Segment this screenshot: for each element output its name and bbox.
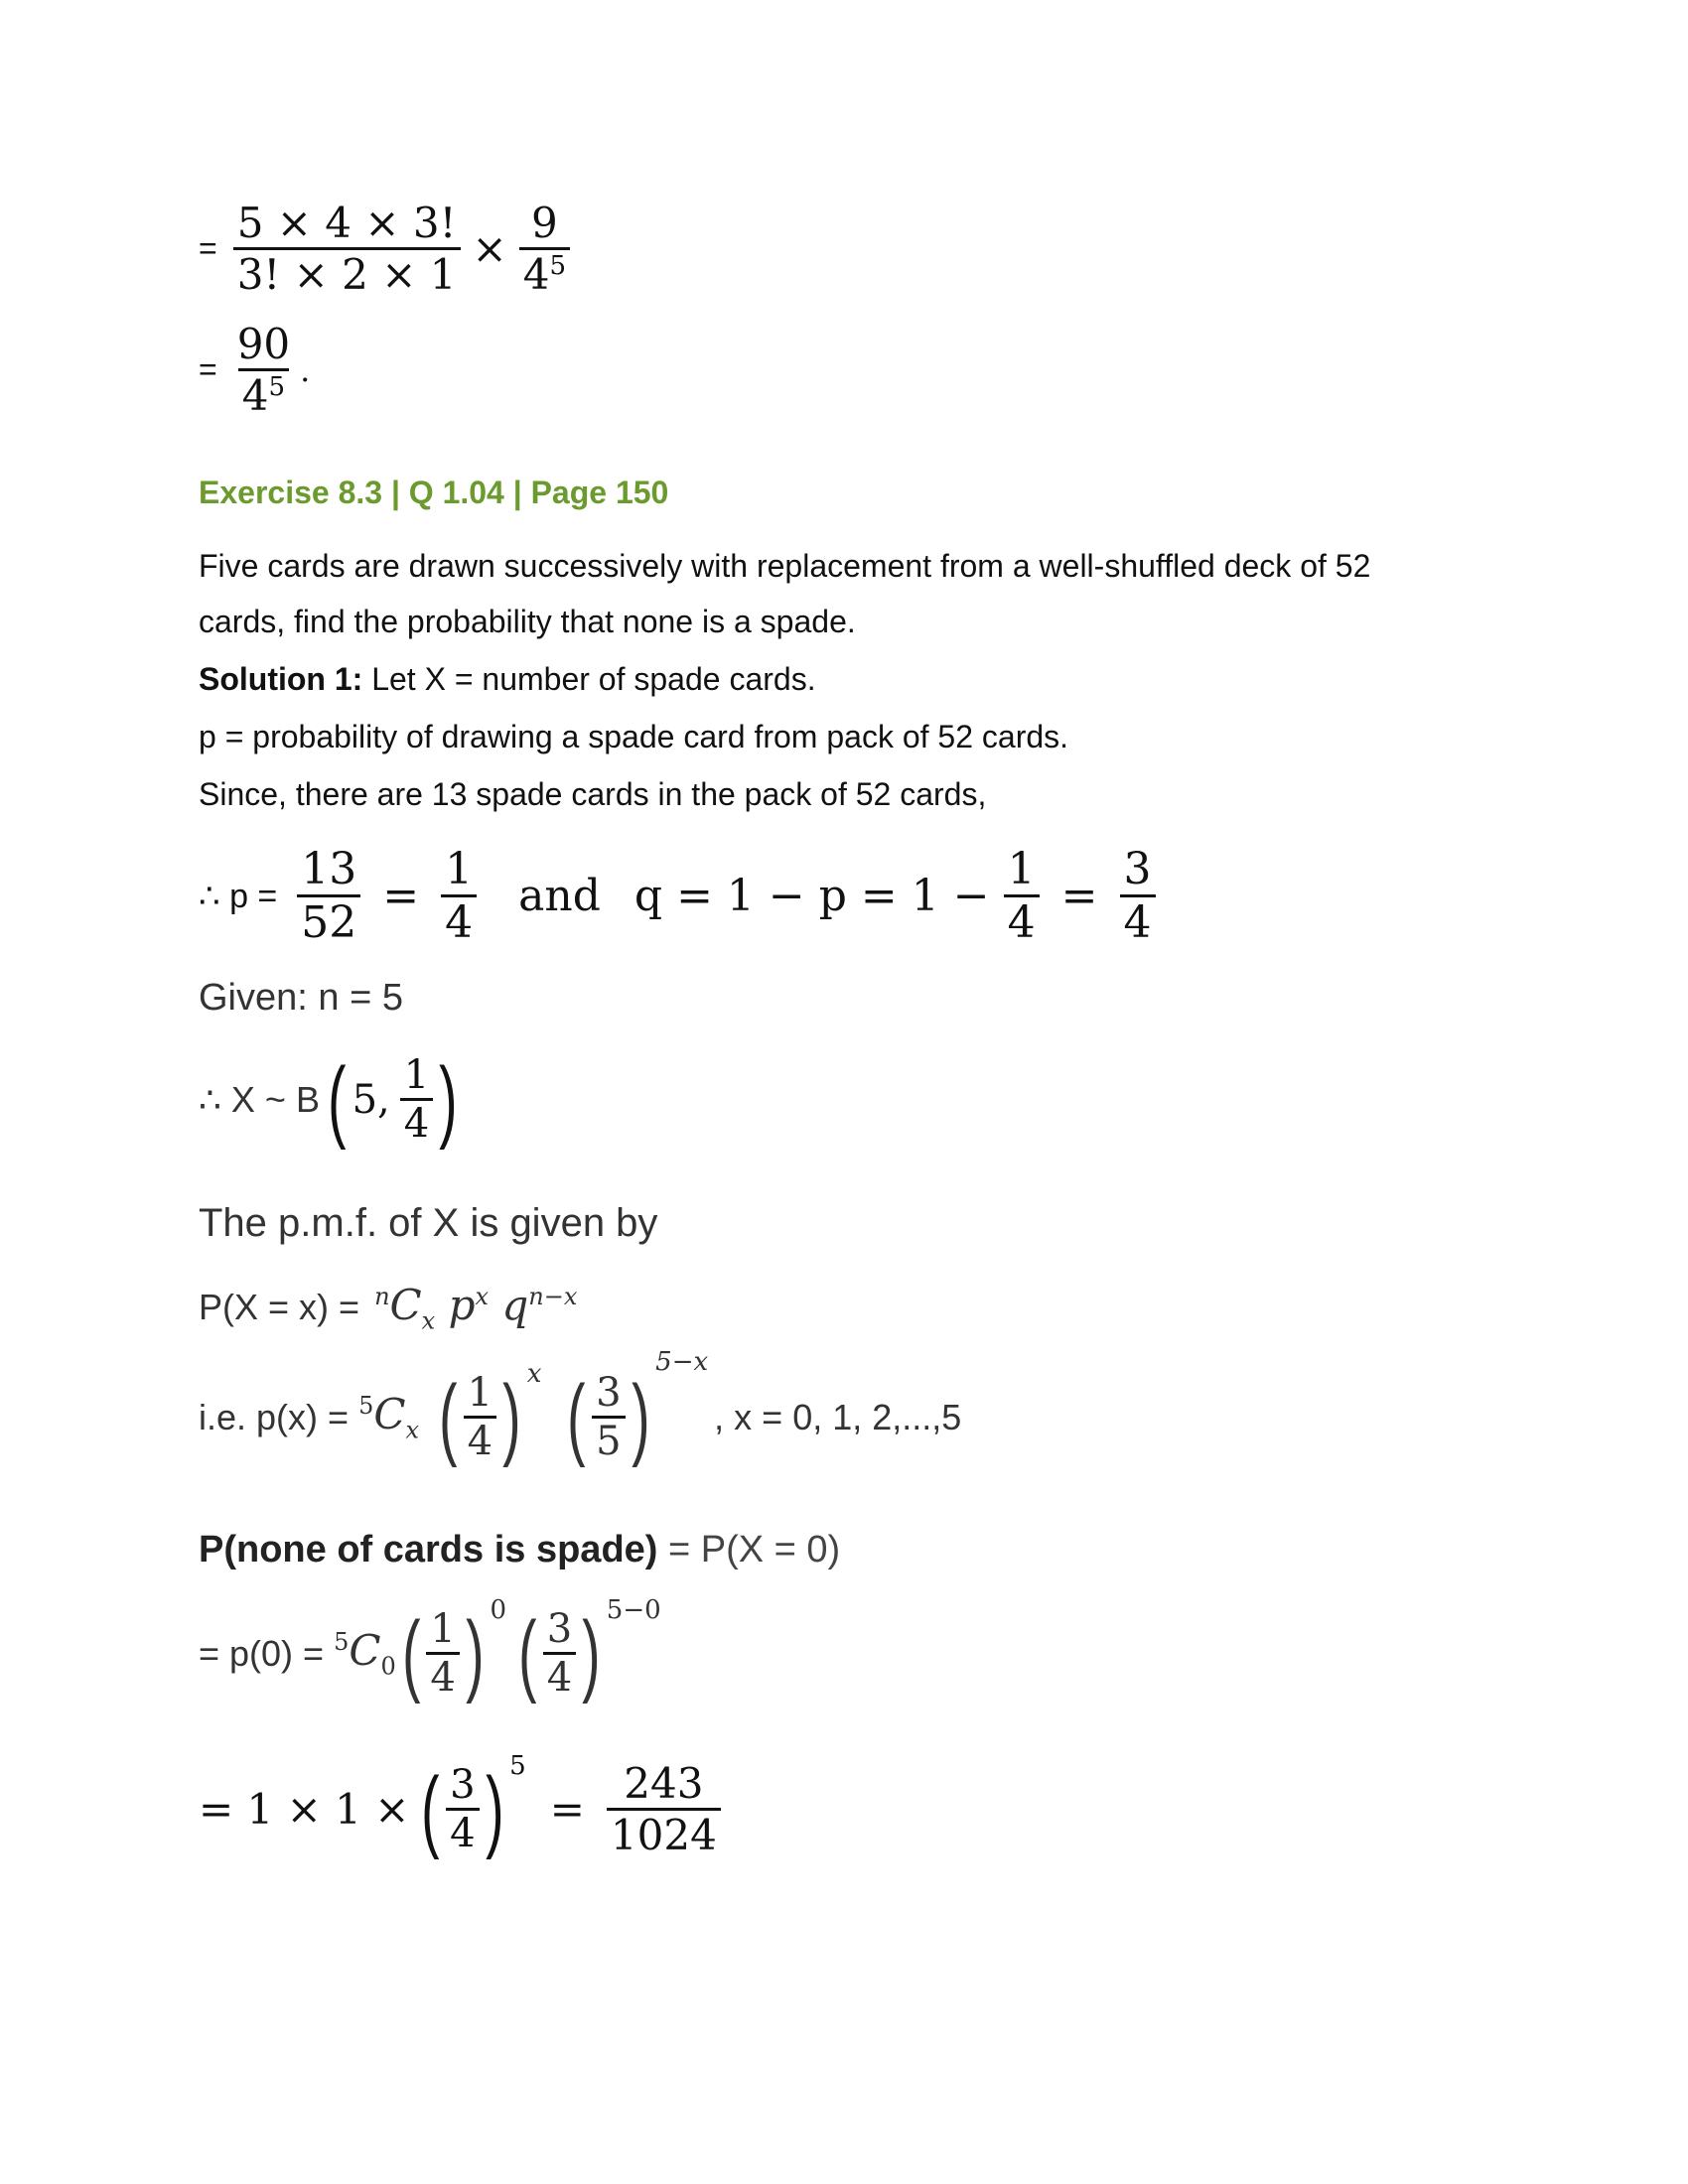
times-sign: × [472, 224, 507, 273]
left-paren: ( [439, 1366, 458, 1468]
exponent: 5 [509, 1750, 526, 1781]
pmf-rhs [368, 1281, 578, 1335]
exponent: 5−x [655, 1346, 709, 1377]
numerator: 1 [467, 1370, 493, 1416]
numerator: 243 [624, 1759, 704, 1808]
fraction [1004, 844, 1040, 948]
denominator: 4 [1120, 894, 1156, 948]
right-paren: ) [582, 1602, 601, 1705]
none-rest: = P(X = 0) [657, 1529, 841, 1570]
x-values: , x = 0, 1, 2,...,5 [714, 1396, 962, 1437]
combination [358, 1390, 433, 1443]
since-text: Since, there are 13 spade cards in the pack of 52 cards, [199, 776, 987, 812]
p0-formula [199, 1594, 661, 1705]
denominator: 5 [592, 1416, 625, 1464]
right-paren: ) [502, 1366, 521, 1468]
exponent: 5−0 [606, 1594, 661, 1625]
and-word: and [518, 871, 601, 921]
denominator: 1024 [607, 1808, 721, 1859]
fraction [543, 1606, 576, 1701]
question-line-2: cards, find the probability that none is a spade. [199, 604, 856, 639]
five-superscript: 5 [334, 1628, 350, 1657]
pq-prefix: ∴ p = [199, 877, 278, 915]
fraction [519, 199, 570, 299]
question-text [199, 538, 1370, 649]
right-paren: ) [631, 1366, 650, 1468]
equals-sign: = [199, 351, 217, 387]
equals-sign: = [1060, 871, 1098, 921]
exponent: x [526, 1358, 542, 1389]
fraction [441, 844, 477, 948]
equals-sign: = [382, 871, 420, 921]
zero-subscript: 0 [380, 1652, 396, 1681]
fraction [426, 1606, 459, 1701]
pmf-lhs: P(X = x) = [199, 1287, 360, 1327]
left-paren: ( [518, 1602, 537, 1705]
fraction [464, 1370, 496, 1464]
equals-sign: = [549, 1785, 585, 1834]
pmf-formula [199, 1281, 577, 1334]
equals-sign: = [199, 230, 217, 266]
fraction [233, 320, 294, 420]
distribution [199, 1048, 464, 1151]
fraction [400, 1052, 433, 1147]
numerator: 1 [445, 844, 474, 894]
c-symbol: C [389, 1281, 422, 1329]
q-symbol: q [501, 1281, 529, 1329]
dist-prefix: ∴ X ~ B [199, 1078, 320, 1120]
denominator: 4 [426, 1652, 459, 1701]
fraction [1120, 844, 1156, 948]
solution-text: Let X = number of spade cards. [362, 661, 816, 697]
dist-five: 5, [352, 1076, 390, 1123]
n-superscript: n [374, 1283, 390, 1310]
n-minus-x-superscript: n−x [528, 1283, 578, 1310]
pmf-text: The p.m.f. of X is given by [199, 1201, 658, 1245]
right-paren: ) [439, 1048, 458, 1151]
final-result [199, 1750, 721, 1860]
none-label: P(none of cards is spade) [199, 1529, 658, 1570]
five-superscript: 5 [358, 1392, 374, 1421]
exponent: 5 [549, 251, 566, 281]
ie-formula [199, 1346, 962, 1468]
period: . [300, 350, 311, 389]
x-superscript: x [475, 1283, 490, 1310]
solution-line [199, 651, 816, 707]
none-line [199, 1529, 840, 1571]
q-expression: q = 1 − p = 1 − [633, 871, 990, 921]
pq-equation [199, 844, 1156, 948]
exponent: 0 [490, 1594, 507, 1625]
exponent: 5 [268, 372, 286, 402]
p-definition: p = probability of drawing a spade card from pack of 52 cards. [199, 719, 1069, 754]
numerator: 3 [1123, 844, 1152, 894]
given-text: Given: n = 5 [199, 977, 403, 1019]
numerator: 1 [430, 1606, 456, 1652]
left-paren: ( [421, 1758, 440, 1860]
base: 4 [241, 371, 269, 420]
denominator: 52 [297, 894, 360, 948]
denominator: 4 [464, 1416, 496, 1464]
equation-line-2 [199, 320, 310, 420]
denominator: 4 [1004, 894, 1040, 948]
left-paren: ( [567, 1366, 586, 1468]
numerator: 3 [450, 1762, 476, 1808]
denominator: 4 [543, 1652, 576, 1701]
fraction [297, 844, 360, 948]
right-paren: ) [485, 1758, 504, 1860]
denominator: 3! × 2 × 1 [233, 247, 461, 299]
question-line-1: Five cards are drawn successively with replacement from a well-shuffled deck of 52 [199, 548, 1371, 584]
solution-label: Solution 1: [199, 661, 363, 697]
exercise-heading: Exercise 8.3 | Q 1.04 | Page 150 [199, 475, 669, 510]
denominator: 4 [446, 1808, 479, 1856]
c-symbol: C [349, 1626, 381, 1676]
final-lhs: = 1 × 1 × [199, 1785, 410, 1834]
equation-line-1 [199, 199, 570, 299]
p0-lhs: = p(0) = [199, 1632, 325, 1674]
p-symbol: p [448, 1281, 476, 1329]
c-symbol: C [373, 1390, 406, 1439]
denominator: 4 [441, 894, 477, 948]
numerator: 13 [301, 844, 357, 894]
numerator: 5 × 4 × 3! [236, 199, 457, 247]
x-subscript: x [421, 1306, 436, 1335]
left-paren: ( [328, 1048, 347, 1151]
combination [334, 1626, 396, 1680]
x-subscript: x [405, 1416, 420, 1444]
numerator: 90 [236, 320, 291, 368]
base: 4 [522, 250, 550, 299]
denominator [519, 247, 570, 299]
numerator: 3 [596, 1370, 622, 1416]
denominator: 4 [400, 1098, 433, 1147]
numerator: 1 [403, 1052, 430, 1098]
denominator [238, 368, 289, 420]
numerator: 3 [546, 1606, 573, 1652]
left-paren: ( [401, 1602, 421, 1705]
numerator: 9 [530, 199, 558, 247]
fraction [592, 1370, 625, 1464]
right-paren: ) [466, 1602, 485, 1705]
fraction [607, 1759, 721, 1859]
fraction [446, 1762, 479, 1856]
numerator: 1 [1007, 844, 1036, 894]
fraction [233, 199, 461, 299]
ie-lhs: i.e. p(x) = [199, 1396, 350, 1437]
